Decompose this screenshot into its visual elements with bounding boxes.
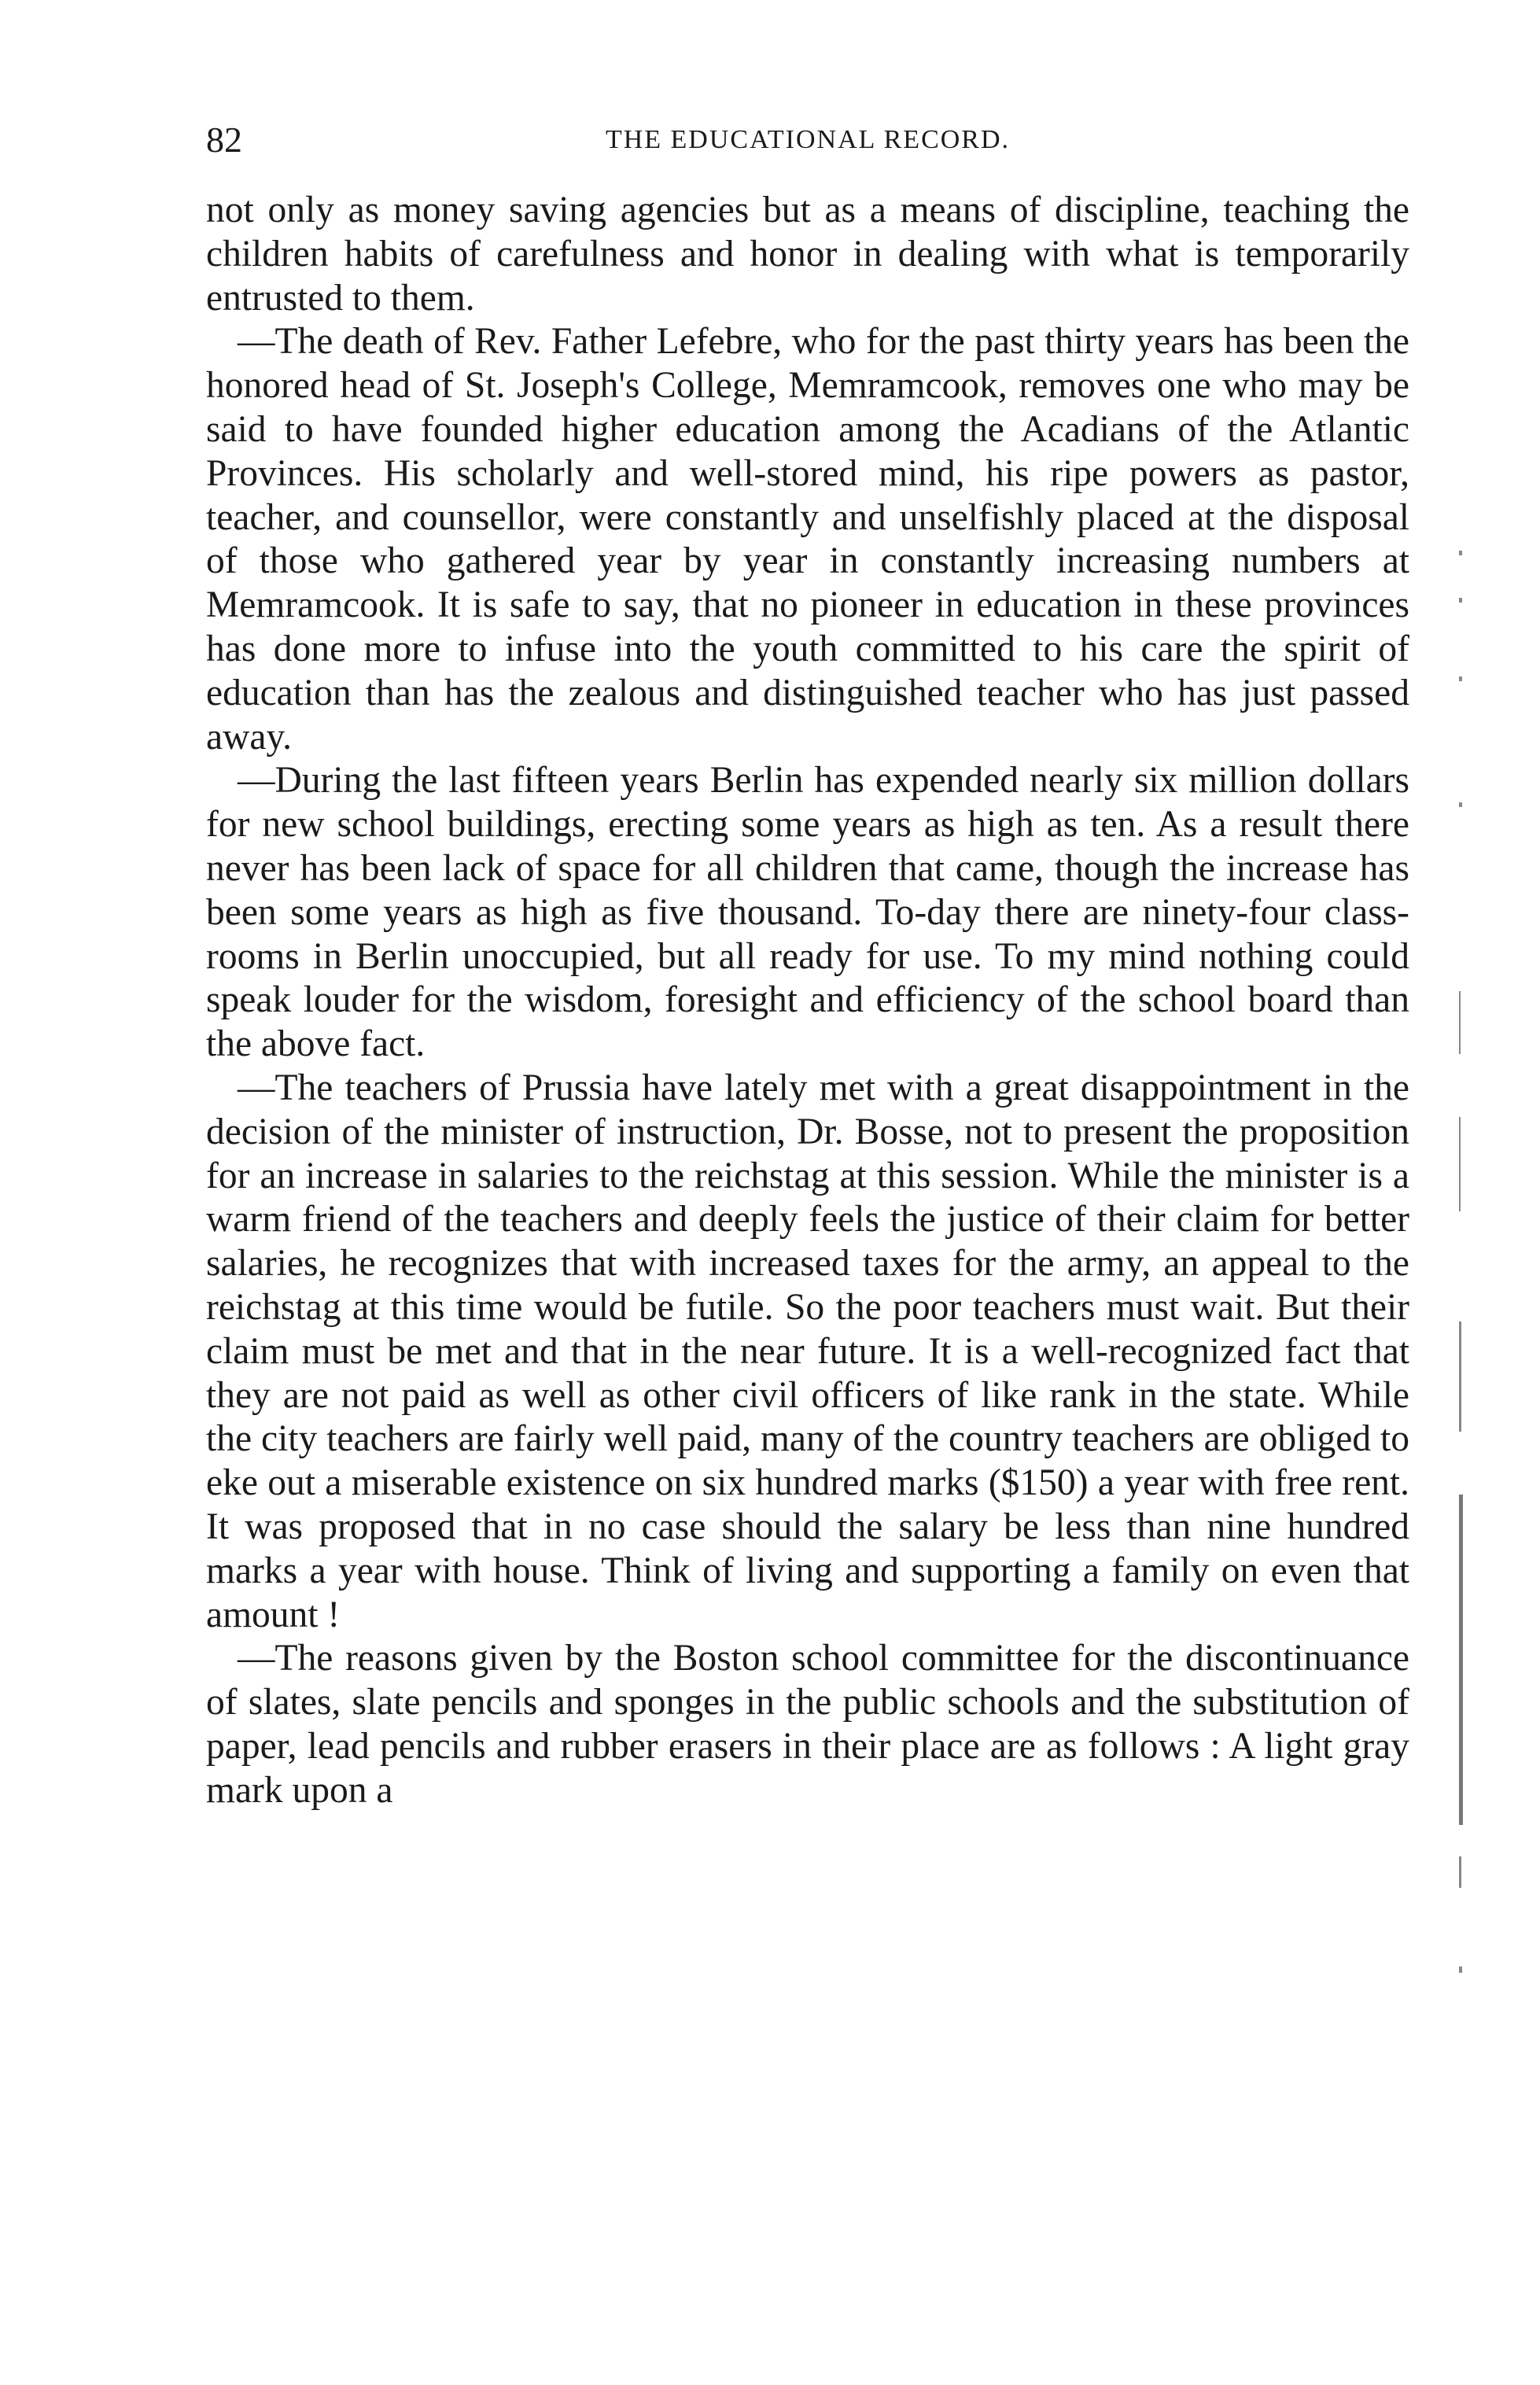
paragraph-boston: —The reasons given by the Boston school committee for the discontinuance of slates, slate pencils and sponges in the public schools and the substitution of paper, lead pencils and rubber erasers in their place are as follows : A light gray mark upon a [206,1638,1409,1811]
scan-mark [1459,991,1461,1054]
scan-mark [1459,1856,1461,1888]
page-header [206,116,1409,164]
scan-mark [1459,551,1462,555]
page-number: 82 [206,120,242,160]
paragraph-lefebre: —The death of Rev. Father Lefebre, who for the past thirty years has been the honored head of St. Joseph's College, Memramcook, removes one who may be said to have founded higher education among the Acadians of the Atlantic Provinces. His scholarly and well-stored mind, his ripe powers as pastor, teacher, and counsellor, were constantly and unselfishly placed at the disposal of those who gathered year by year in constantly increasing numbers at Memramcook. It is safe to say, that no pioneer in education in these provinces has done more to infuse into the youth committed to his care the spirit of education than has the zealous and distinguished teacher who has just passed away. [206,321,1409,758]
body-text [206,189,1409,1812]
margin-scan-artifacts [1451,551,1475,2045]
scan-mark [1459,676,1462,681]
scan-mark [1459,1967,1462,1973]
paragraph-continuation: not only as money saving agencies but as a means of discipline, teaching the children habits of carefulness and honor in dealing with what is temporarily entrusted to them. [206,190,1409,319]
scan-mark [1459,1322,1461,1432]
scan-mark [1459,802,1462,807]
scan-mark [1459,598,1462,603]
paragraph-berlin: —During the last fifteen years Berlin has expended nearly six million dollars for new school buildings, erecting some years as high as ten. As a result there never has been lack of space for all children that came, though the increase has been some years as high as five thousand. To-day there are ninety-four class-rooms in Berlin unoccupied, but all ready for use. To my mind nothing could speak louder for the wisdom, foresight and efficiency of the school board than the above fact. [206,760,1409,1065]
scan-mark [1459,1495,1463,1825]
running-title: THE EDUCATIONAL RECORD. [605,125,1011,154]
paragraph-prussia: —The teachers of Prussia have lately met with a great disappointment in the decision of the minister of instruction, Dr. Bosse, not to present the proposition for an increase in salaries to the reichstag at this session. While the minister is a warm friend of the teachers and deeply feels the justice of their claim for better salaries, he recognizes that with increased taxes for the army, an appeal to the reichstag at this time would be futile. So the poor teachers must wait. But their claim must be met and that in the near future. It is a well-recognized fact that they are not paid as well as other civil officers of like rank in the state. While the city teachers are fairly well paid, many of the country teachers are obliged to eke out a miserable existence on six hundred marks ($150) a year with free rent. It was proposed that in no case should the salary be less than nine hundred marks a year with house. Think of living and supporting a family on even that amount ! [206,1067,1409,1635]
scan-mark [1459,1117,1461,1211]
